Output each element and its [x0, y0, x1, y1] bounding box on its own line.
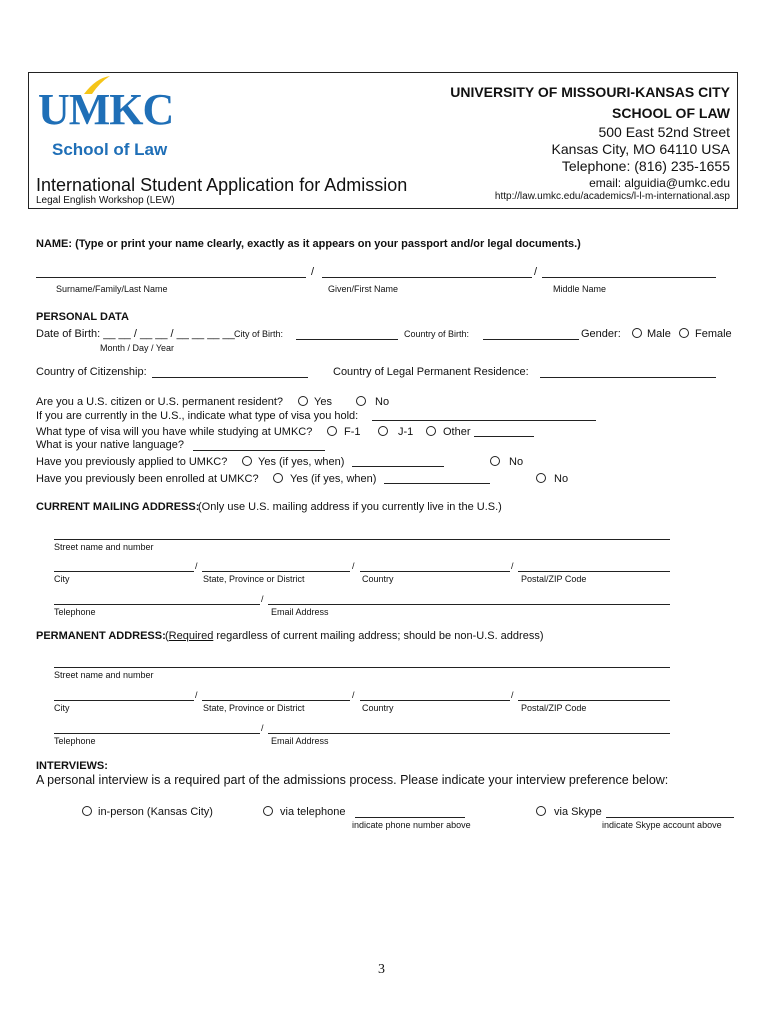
mailing-country-field[interactable]: [360, 571, 510, 572]
city-of-birth-label: City of Birth:: [234, 329, 284, 339]
applied-yes-radio[interactable]: [242, 456, 252, 466]
male-label: Male: [647, 328, 671, 340]
citizenship-field[interactable]: [152, 377, 308, 378]
permanent-email-label: Email Address: [271, 736, 329, 746]
slash: /: [261, 594, 264, 604]
form-title: International Student Application for Admission: [36, 175, 408, 195]
permanent-country-field[interactable]: [360, 700, 510, 701]
gender-label: Gender:: [581, 328, 621, 340]
permanent-street-label: Street name and number: [54, 670, 154, 680]
applied-no-radio[interactable]: [490, 456, 500, 466]
address-line-1: 500 East 52nd Street: [598, 124, 730, 140]
other-radio[interactable]: [426, 426, 436, 436]
mailing-telephone-field[interactable]: [54, 604, 260, 605]
us-citizen-yes-radio[interactable]: [298, 396, 308, 406]
given-name-label: Given/First Name: [328, 284, 399, 294]
permanent-telephone-label: Telephone: [54, 736, 96, 746]
permanent-city-field[interactable]: [54, 700, 194, 701]
in-person-radio[interactable]: [82, 806, 92, 816]
skype-label: via Skype: [554, 806, 602, 818]
enrolled-no-radio[interactable]: [536, 473, 546, 483]
country-of-birth-label: Country of Birth:: [404, 329, 470, 339]
website-url[interactable]: http://law.umkc.edu/academics/l-l-m-international.asp: [494, 191, 730, 202]
mailing-email-label: Email Address: [271, 607, 329, 617]
telephone-radio[interactable]: [263, 806, 273, 816]
enrolled-question: Have you previously been enrolled at UMKC?: [36, 473, 259, 485]
slash: /: [195, 690, 198, 700]
applied-question: Have you previously applied to UMKC?: [36, 456, 228, 468]
mailing-state-label: State, Province or District: [203, 574, 305, 584]
permanent-zip-field[interactable]: [518, 700, 670, 701]
mailing-country-label: Country: [362, 574, 394, 584]
enrolled-yes-radio[interactable]: [273, 473, 283, 483]
slash: /: [352, 690, 355, 700]
applied-when-field[interactable]: [352, 466, 444, 467]
interviews-text: A personal interview is a required part of the admissions process. Please indicate your interview preference below:: [36, 773, 669, 787]
email: email: alguidia@umkc.edu: [589, 176, 730, 190]
slash: /: [311, 266, 315, 278]
mailing-street-label: Street name and number: [54, 542, 154, 552]
telephone-label: via telephone: [280, 806, 346, 818]
native-language-question: What is your native language?: [36, 439, 184, 451]
city-of-birth-field[interactable]: [296, 339, 398, 340]
logo-umkc: UMKC: [38, 85, 174, 134]
j1-radio[interactable]: [378, 426, 388, 436]
other-label: Other: [443, 426, 471, 438]
us-citizen-no-radio[interactable]: [356, 396, 366, 406]
middle-name-field[interactable]: [542, 277, 716, 278]
study-visa-question: What type of visa will you have while studying at UMKC?: [36, 426, 313, 438]
us-citizen-yes-label: Yes: [314, 396, 332, 408]
required-text: Required: [168, 630, 214, 642]
slash: /: [352, 561, 355, 571]
interviews-heading: INTERVIEWS:: [36, 760, 108, 772]
mailing-street-field[interactable]: [54, 539, 670, 540]
male-radio[interactable]: [632, 328, 642, 338]
permanent-country-label: Country: [362, 703, 394, 713]
form-subtitle: Legal English Workshop (LEW): [36, 195, 175, 206]
mailing-city-field[interactable]: [54, 571, 194, 572]
permanent-city-label: City: [54, 703, 70, 713]
slash: /: [261, 723, 264, 733]
dob-field[interactable]: Date of Birth: __ __ / __ __ / __ __ __ __: [36, 328, 235, 340]
permanent-zip-label: Postal/ZIP Code: [521, 703, 587, 713]
enrolled-no-label: No: [554, 473, 569, 485]
surname-label: Surname/Family/Last Name: [56, 284, 168, 294]
given-name-field[interactable]: [322, 277, 532, 278]
enrolled-yes-label: Yes (if yes, when): [290, 473, 377, 485]
skype-interview-field[interactable]: [606, 817, 734, 818]
mailing-zip-label: Postal/ZIP Code: [521, 574, 587, 584]
citizenship-label: Country of Citizenship:: [36, 366, 147, 378]
female-radio[interactable]: [679, 328, 689, 338]
in-person-label: in-person (Kansas City): [98, 806, 213, 818]
mailing-zip-field[interactable]: [518, 571, 670, 572]
telephone-note: indicate phone number above: [352, 820, 471, 830]
current-visa-field[interactable]: [372, 420, 596, 421]
address-line-2: Kansas City, MO 64110 USA: [551, 141, 730, 157]
mailing-state-field[interactable]: [202, 571, 350, 572]
residence-label: Country of Legal Permanent Residence:: [333, 366, 529, 378]
school-name: SCHOOL OF LAW: [612, 105, 730, 121]
applied-no-label: No: [509, 456, 524, 468]
native-language-field[interactable]: [193, 450, 325, 451]
mailing-address-heading: CURRENT MAILING ADDRESS:: [36, 501, 200, 513]
female-label: Female: [695, 328, 732, 340]
skype-radio[interactable]: [536, 806, 546, 816]
slash: /: [195, 561, 198, 571]
applied-yes-label: Yes (if yes, when): [258, 456, 345, 468]
mailing-city-label: City: [54, 574, 70, 584]
us-citizen-no-label: No: [375, 396, 390, 408]
f1-label: F-1: [344, 426, 361, 438]
permanent-state-field[interactable]: [202, 700, 350, 701]
name-heading: NAME: (Type or print your name clearly, exactly as it appears on your passport and/or legal documents.): [36, 238, 581, 250]
surname-field[interactable]: [36, 277, 306, 278]
university-name: UNIVERSITY OF MISSOURI-KANSAS CITY: [450, 84, 730, 100]
logo-school-of-law: School of Law: [52, 140, 168, 159]
dob-format: Month / Day / Year: [100, 343, 175, 353]
mailing-address-note: (Only use U.S. mailing address if you currently live in the U.S.): [198, 501, 502, 513]
telephone-interview-field[interactable]: [355, 817, 465, 818]
permanent-street-field[interactable]: [54, 667, 670, 668]
current-visa-question: If you are currently in the U.S., indicate what type of visa you hold:: [36, 410, 359, 422]
permanent-address-heading: PERMANENT ADDRESS:: [36, 630, 166, 642]
other-visa-field[interactable]: [474, 436, 534, 437]
f1-radio[interactable]: [327, 426, 337, 436]
telephone: Telephone: (816) 235-1655: [561, 158, 730, 174]
permanent-email-field[interactable]: [268, 733, 670, 734]
mailing-telephone-label: Telephone: [54, 607, 96, 617]
mailing-email-field[interactable]: [268, 604, 670, 605]
us-citizen-question: Are you a U.S. citizen or U.S. permanent resident?: [36, 396, 284, 408]
permanent-address-note: (Required regardless of current mailing address; should be non-U.S. address): [165, 630, 544, 642]
middle-name-label: Middle Name: [553, 284, 607, 294]
permanent-note-text: regardless of current mailing address; should be non-U.S. address): [213, 630, 544, 642]
personal-data-heading: PERSONAL DATA: [36, 311, 129, 323]
residence-field[interactable]: [540, 377, 716, 378]
j1-label: J-1: [398, 426, 414, 438]
permanent-telephone-field[interactable]: [54, 733, 260, 734]
page-number: 3: [378, 962, 385, 977]
permanent-state-label: State, Province or District: [203, 703, 305, 713]
country-of-birth-field[interactable]: [483, 339, 579, 340]
slash: /: [511, 561, 514, 571]
enrolled-when-field[interactable]: [384, 483, 490, 484]
skype-note: indicate Skype account above: [602, 820, 722, 830]
slash: /: [534, 266, 538, 278]
slash: /: [511, 690, 514, 700]
